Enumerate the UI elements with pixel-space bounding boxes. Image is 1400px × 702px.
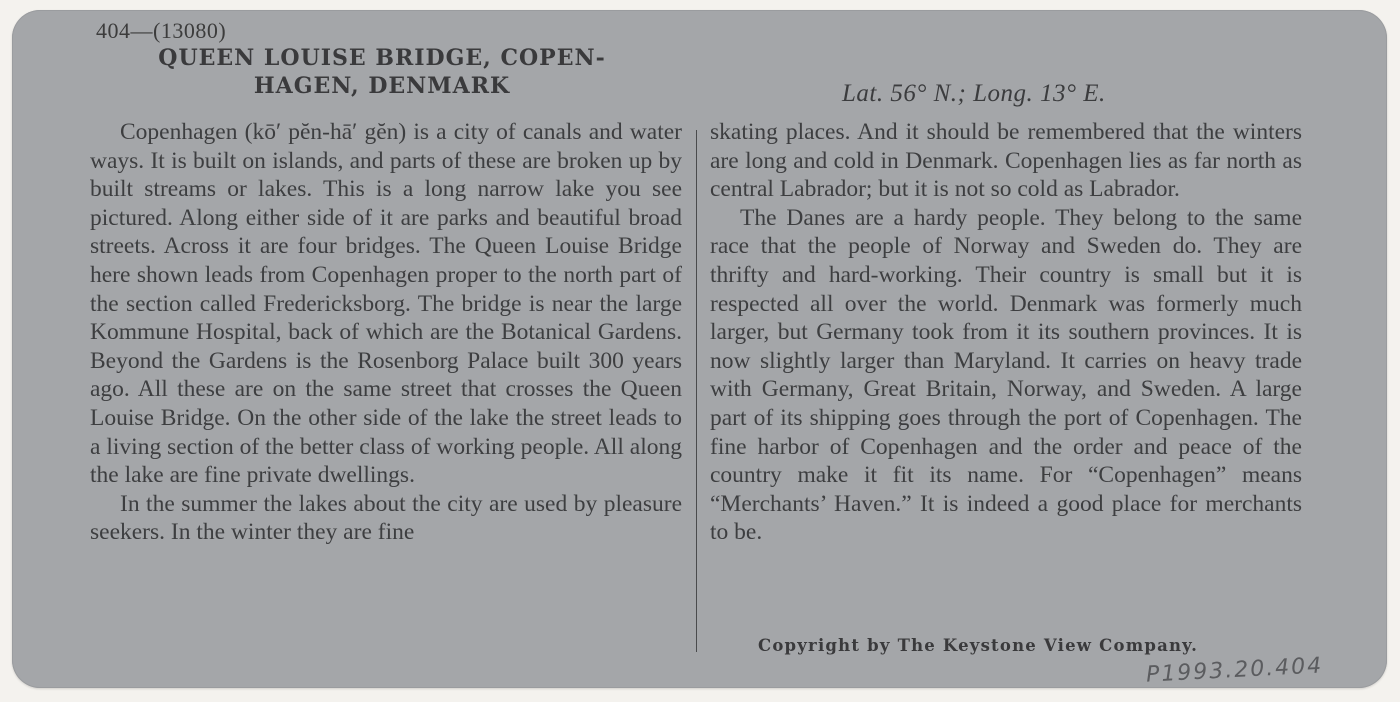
card-title [92, 44, 672, 100]
column-divider [696, 130, 697, 652]
paragraph-summer-lakes: In the summer the lakes about the city are used by pleasure seekers. In the winter they are fine [90, 490, 682, 546]
catalog-number: 404—(13080) [96, 18, 227, 43]
paragraph-copenhagen-canals: Copenhagen (kō′ pĕn-hā′ gĕn) is a city of canals and water ways. It is built on islands, and parts of these are broken up by built streams or lakes. This is a long narrow lake you see pictured. Along either side of it are parks and beautiful broad streets. Across it are four bridges. The Queen Louise Bridge here shown leads from Copenhagen proper to the north part of the section called Fredericksborg. The bridge is near the large Kommune Hospital, back of which are the Botanical Gardens. Beyond the Gardens is the Rosenborg Palace built 300 years ago. All these are on the same street that crosses the Queen Louise Bridge. On the other side of the lake the street leads to a living section of the better class of working people. All along the lake are fine private dwellings. [90, 119, 682, 489]
right-text-column [710, 118, 1302, 547]
copyright-line: Copyright by The Keystone View Company. [758, 636, 1199, 655]
paragraph-skating: skating places. And it should be remembered that the winters are long and cold in Denmark. Copenhagen lies as far north as central Labrador; but it is not so cold as Labrador. [710, 119, 1302, 203]
card-title-line1: QUEEN LOUISE BRIDGE, COPEN- [158, 45, 606, 71]
accession-number: P1993.20.404 [1145, 653, 1324, 688]
card-title-line2: HAGEN, DENMARK [253, 73, 511, 99]
paragraph-danes: The Danes are a hardy people. They belong to the same race that the people of Norway and Sweden do. They are thrifty and hard-working. Their country is small but it is respected all over the world. Denmark was formerly much larger, but Germany took from it its southern provinces. It is now slightly larger than Maryland. It carries on heavy trade with Germany, Great Britain, Norway, and Sweden. A large part of its shipping goes through the port of Copenhagen. The fine harbor of Copenhagen and the order and peace of the country make it fit its name. For “Copenhagen” means “Merchants’ Haven.” It is indeed a good place for merchants to be. [710, 204, 1302, 546]
coordinates: Lat. 56° N.; Long. 13° E. [842, 80, 1106, 107]
stereograph-card-back [12, 10, 1387, 688]
left-text-column [90, 118, 682, 547]
